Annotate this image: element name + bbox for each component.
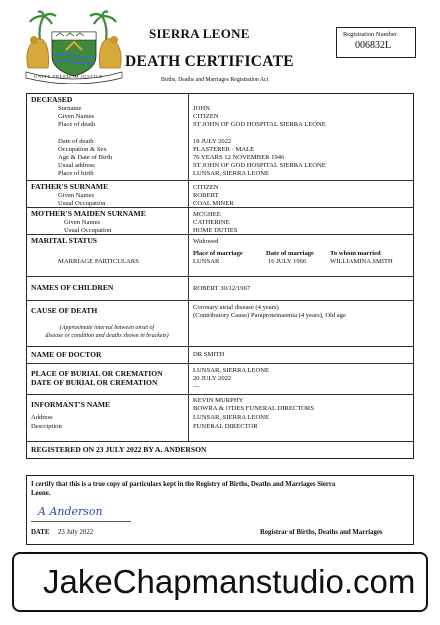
- mother-label: Given Names: [64, 219, 101, 226]
- deceased-value: CITIZEN: [193, 113, 219, 120]
- certification-line1: I certify that this is a true copy of particulars kept in the Registry of Births, Deaths and Marriages Sierra: [31, 481, 336, 488]
- mother-value: HOME DUTIES: [193, 227, 238, 234]
- rule: [26, 346, 414, 347]
- marriage-date-header: Date of marriage: [266, 250, 314, 257]
- coat-of-arms-emblem: [20, 10, 128, 84]
- deceased-label: Place of death: [58, 121, 96, 128]
- rule: [26, 180, 414, 181]
- marital-heading: MARITAL STATUS: [31, 236, 98, 245]
- informant-label: Description: [31, 423, 62, 430]
- burial-date-value: 20 JULY 2022: [193, 375, 232, 382]
- registrar-signature: A Anderson: [38, 505, 103, 518]
- rule: [26, 394, 414, 395]
- deceased-label: Surname: [58, 105, 82, 112]
- deceased-label: Given Names: [58, 113, 95, 120]
- burial-place-value: LUNSAR, SIERRA LEONE: [193, 367, 270, 374]
- mother-heading: MOTHER'S MAIDEN SURNAME: [31, 209, 146, 218]
- marriage-date-value: 16 JULY 1966: [268, 258, 307, 265]
- marriage-particulars-label: MARRIAGE PARTICULARS: [58, 258, 139, 265]
- watermark-text: JakeChapmanstudio.com: [43, 563, 416, 600]
- father-value: ROBERT: [193, 192, 219, 199]
- registered-line: REGISTERED ON 23 JULY 2022 BY A. ANDERSON: [31, 445, 207, 454]
- burial-date-heading: DATE OF BURIAL OR CREMATION: [31, 378, 158, 387]
- deceased-label: Date of death: [58, 138, 94, 145]
- registration-label: Registration Number: [343, 31, 397, 38]
- father-label: Usual Occupation: [58, 200, 106, 207]
- doctor-heading: NAME OF DOCTOR: [31, 350, 102, 359]
- deceased-label: Usual address: [58, 162, 95, 169]
- marital-status-value: Widowed: [193, 238, 219, 245]
- informant-heading: INFORMANT'S NAME: [31, 400, 111, 409]
- rule: [26, 276, 414, 277]
- children-heading: NAMES OF CHILDREN: [31, 283, 114, 292]
- burial-place-heading: PLACE OF BURIAL OR CREMATION: [31, 369, 163, 378]
- mother-value: CATHERINE: [193, 219, 230, 226]
- registration-number: 006832L: [355, 40, 392, 51]
- marriage-place-value: LUNSAR: [193, 258, 220, 265]
- deceased-heading: DECEASED: [31, 95, 73, 104]
- date-value: 23 July 2022: [58, 529, 94, 536]
- father-surname: CITIZEN: [193, 184, 219, 191]
- father-label: Given Names: [58, 192, 95, 199]
- cause-heading: CAUSE OF DEATH: [31, 306, 98, 315]
- doctor-value: DR SMITH: [193, 351, 225, 358]
- deceased-value: 76 YEARS 12 NOVEMBER 1946: [193, 154, 285, 161]
- country-name: SIERRA LEONE: [149, 26, 250, 41]
- cause-note-line2: disease or condition and deaths shown in brackets): [45, 333, 169, 339]
- marriage-place-header: Place of marriage: [193, 250, 243, 257]
- signature-line: [31, 521, 131, 522]
- cause-line1: Coronary atrial disease (4 years): [193, 304, 279, 311]
- column-divider: [188, 93, 189, 441]
- document-subtitle: Births, Deaths and Marriages Registration Act: [161, 77, 269, 83]
- mother-surname: MCGHEE: [193, 211, 221, 218]
- informant-label: Address: [31, 414, 53, 421]
- document-title: DEATH CERTIFICATE: [125, 53, 294, 70]
- registration-number-box: [336, 27, 416, 58]
- registrar-title: Registrar of Births, Deaths and Marriages: [260, 529, 383, 536]
- deceased-value: LUNSAR, SIERRA LEONE: [193, 170, 270, 177]
- informant-name: KEVIN MURPHY: [193, 397, 244, 404]
- rule: [26, 363, 414, 364]
- deceased-value: ST JOHN OF GOD HOSPITAL SIERRA LEONE: [193, 162, 326, 169]
- rule: [26, 300, 414, 301]
- burial-dash: —: [193, 383, 200, 390]
- deceased-value: 18 JULY 2022: [193, 138, 232, 145]
- cause-line2: (Contributory Cause) Paraproteinaemia (4 years), Old age: [193, 312, 346, 319]
- informant-description: FUNERAL DIRECTOR: [193, 423, 258, 430]
- marriage-whom-value: WILLIAMINA SMITH: [330, 258, 393, 265]
- informant-address: LUNSAR, SIERRA LEONE: [193, 414, 270, 421]
- deceased-value: JOHN: [193, 105, 210, 112]
- father-heading: FATHER'S SURNAME: [31, 182, 109, 191]
- mother-label: Usual Occupation: [64, 227, 112, 234]
- informant-company: BOWRA & O'DES FUNERAL DIRECTORS: [193, 405, 314, 412]
- rule: [26, 441, 414, 442]
- emblem-motto: UNITY FREEDOM JUSTICE: [34, 74, 103, 79]
- date-label: DATE: [31, 529, 50, 536]
- deceased-label: Place of birth: [58, 170, 94, 177]
- father-value: COAL MINER: [193, 200, 234, 207]
- deceased-label: Occupation & Sex: [58, 146, 107, 153]
- deceased-value: ST JOHN OF GOD HOSPITAL SIERRA LEONE: [193, 121, 326, 128]
- deceased-label: Age & Date of Birth: [58, 154, 113, 161]
- certification-line2: Leone.: [31, 490, 51, 497]
- deceased-value: PLASTERER · MALE: [193, 146, 255, 153]
- children-value: ROBERT 30/12/1967: [193, 285, 251, 292]
- cause-note-line1: (Approximate interval between onset of: [59, 325, 155, 331]
- marriage-whom-header: To whom married: [330, 250, 381, 257]
